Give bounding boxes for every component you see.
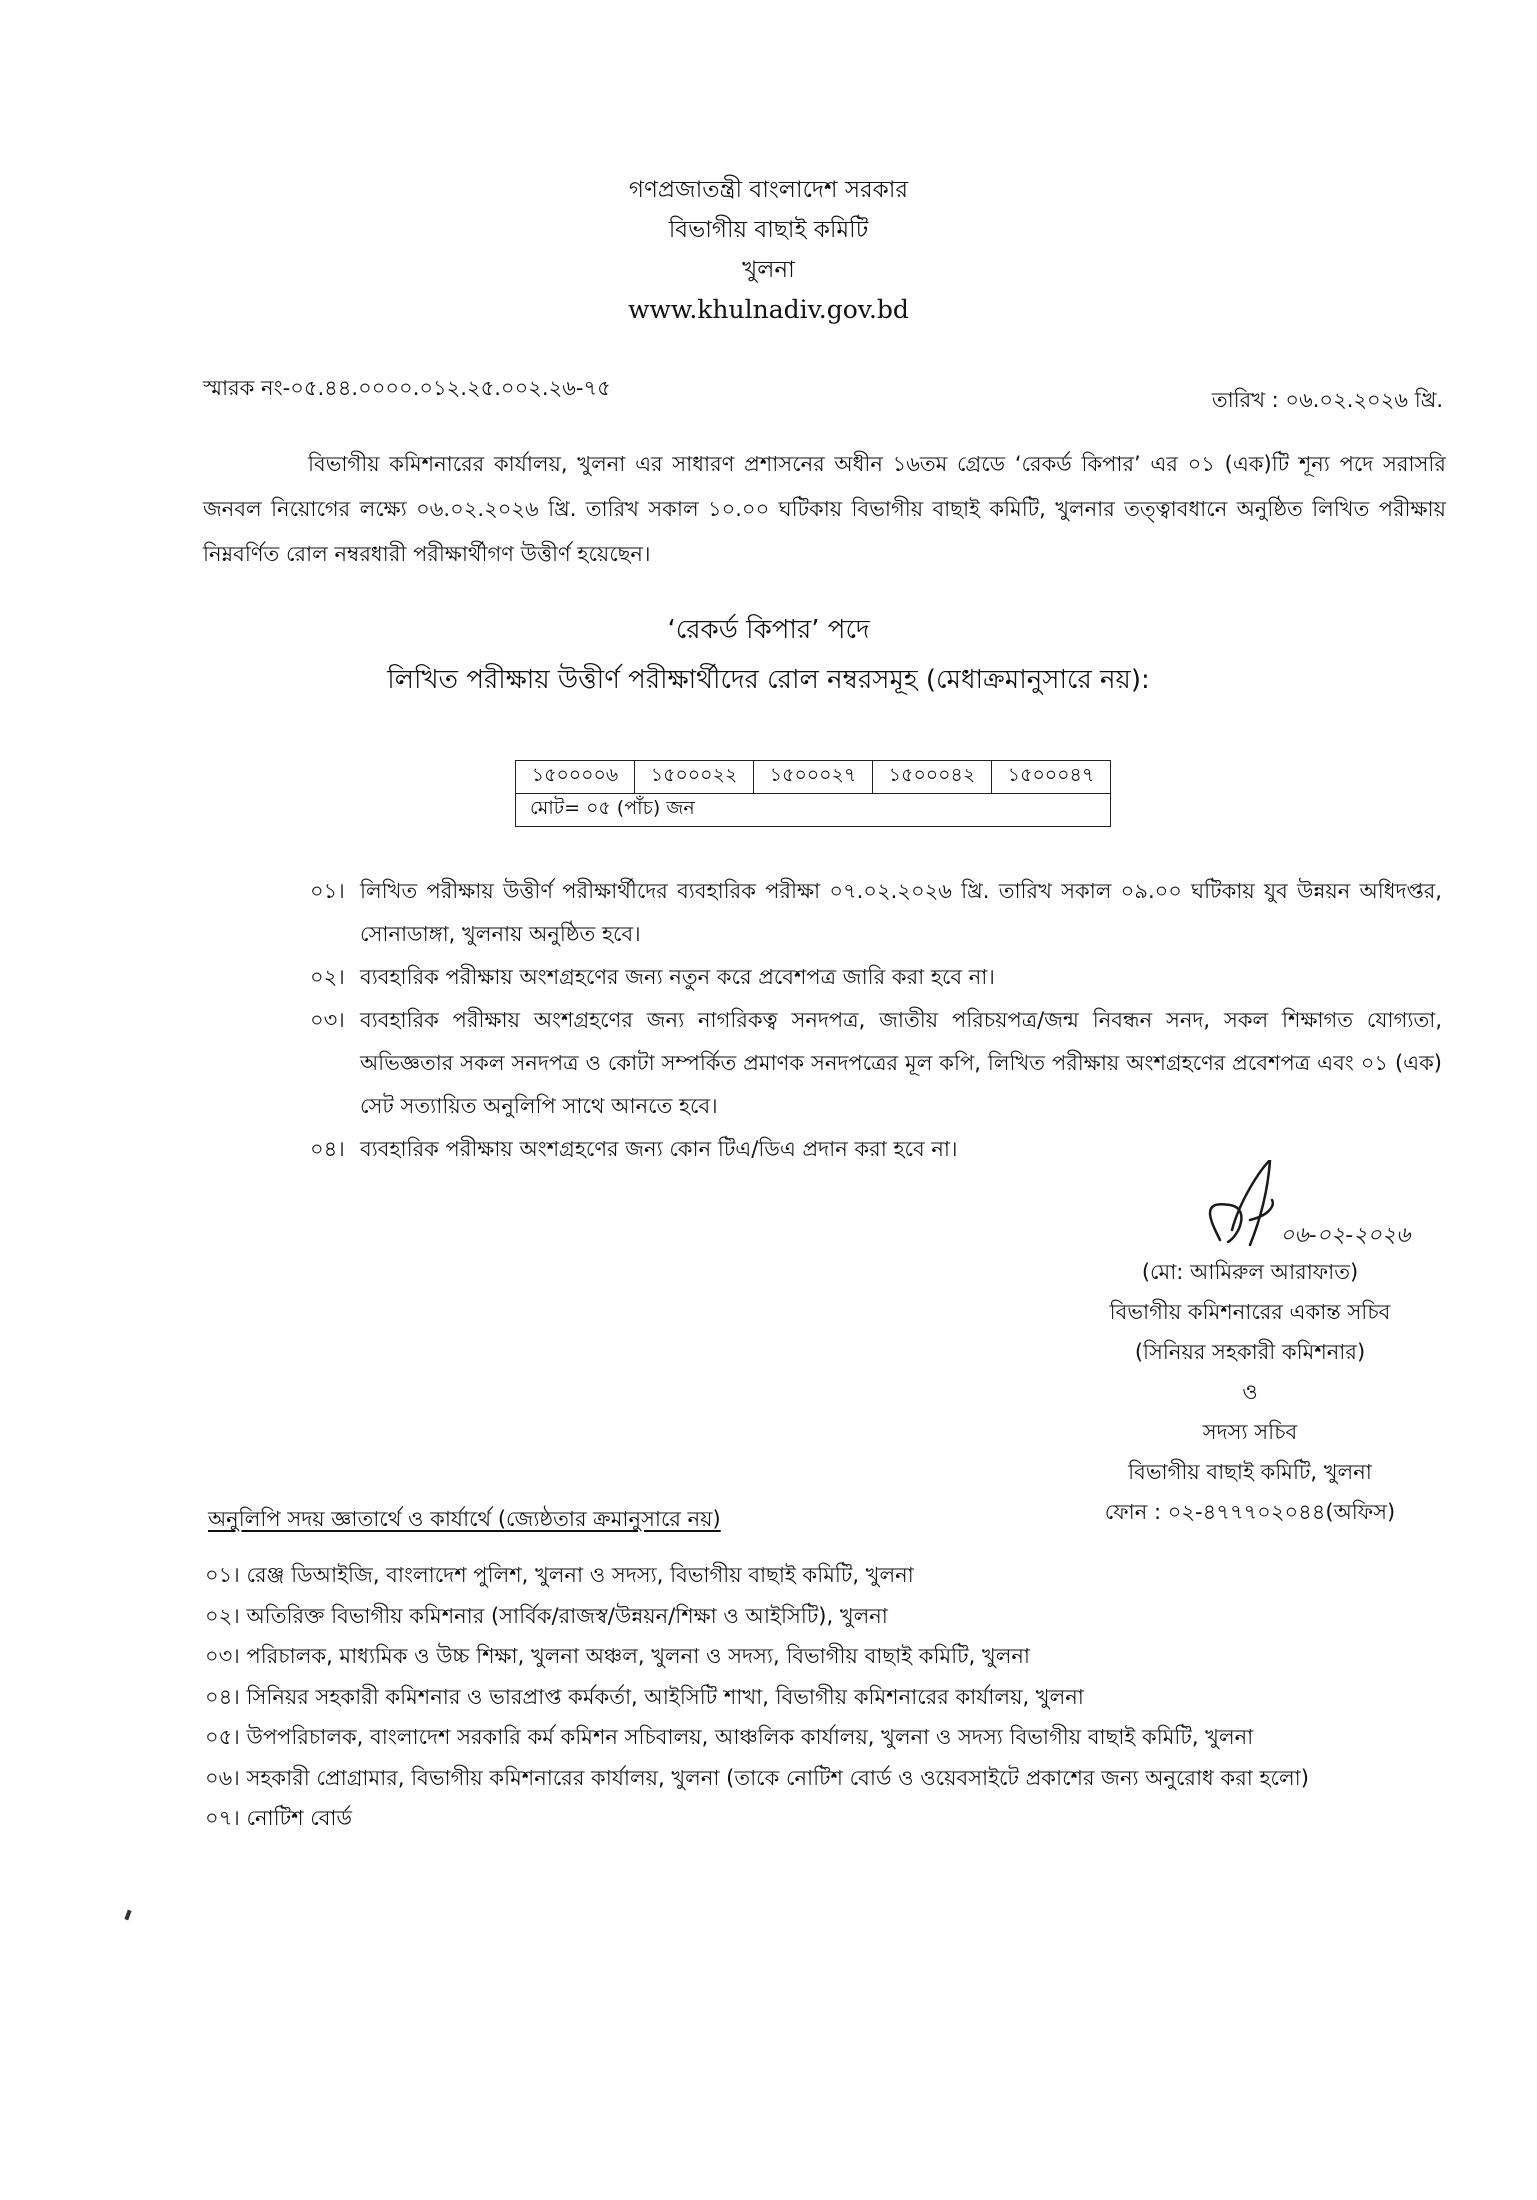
signatory-conjunction: ও <box>1242 1380 1258 1404</box>
signatory-rank: (সিনিয়র সহকারী কমিশনার) <box>1134 1340 1366 1364</box>
instruction-number: ০১। <box>310 879 345 903</box>
roll-cell: ১৫০০০৪৭ <box>992 761 1111 794</box>
handwritten-date: ০৬-০২-২০২৬ <box>1280 1223 1411 1248</box>
instruction-text: ব্যবহারিক পরীক্ষায় অংশগ্রহণের জন্য কোন টিএ/ডিএ প্রদান করা হবে না। <box>360 1137 958 1161</box>
roll-row <box>516 761 1111 794</box>
copy-to-item: ০২। অতিরিক্ত বিভাগীয় কমিশনার (সার্বিক/রাজস্ব/উন্নয়ন/শিক্ষা ও আইসিটি), খুলনা <box>205 1603 888 1628</box>
roll-cell: ১৫০০০০৬ <box>516 761 635 794</box>
copy-to-item: ০৩। পরিচালক, মাধ্যমিক ও উচ্চ শিক্ষা, খুলনা অঞ্চল, খুলনা ও সদস্য, বিভাগীয় বাছাই কমিটি, খুলনা <box>205 1644 1030 1668</box>
instruction-text: ব্যবহারিক পরীক্ষায় অংশগ্রহণের জন্য নাগরিকত্ব সনদপত্র, জাতীয় পরিচয়পত্র/জন্ম নিবন্ধন সনদ, সকল শিক্ষাগত যোগ্যতা, অভিজ্ঞতার সকল সনদপত্র ও কোটা সম্পর্কিত প্রমাণক সনদপত্রের মূল কপি, লিখিত পরীক্ষায় অংশগ্রহণের প্রবেশপত্র এবং ০১ (এক) সেট সত্যায়িত অনুলিপি সাথে আনতে হবে। <box>360 1008 1442 1118</box>
roll-cell: ১৫০০০২৭ <box>754 761 873 794</box>
signatory-designation: বিভাগীয় কমিশনারের একান্ত সচিব <box>1109 1300 1391 1324</box>
copy-to-title: অনুলিপি সদয় জ্ঞাতার্থে ও কার্যার্থে (জ্যেষ্ঠতার ক্রমানুসারে নয়) <box>208 1507 721 1531</box>
roll-number-table <box>515 760 1111 827</box>
instruction-item <box>310 956 1442 999</box>
copy-to-item: ০১। রেঞ্জ ডিআইজি, বাংলাদেশ পুলিশ, খুলনা ও সদস্য, বিভাগীয় বাছাই কমিটি, খুলনা <box>205 1563 914 1587</box>
instruction-text: লিখিত পরীক্ষায় উত্তীর্ণ পরীক্ষার্থীদের ব্যবহারিক পরীক্ষা ০৭.০২.২০২৬ খ্রি. তারিখ সকাল ০৯.০০ ঘটিকায় যুব উন্নয়ন অধিদপ্তর, সোনাডাঙ্গা, খুলনায় অনুষ্ঠিত হবে। <box>360 879 1442 946</box>
division-name: খুলনা <box>742 257 795 283</box>
instruction-number: ০৪। <box>310 1137 345 1161</box>
stray-ink-mark <box>124 1910 131 1921</box>
copy-to-item: ০৫। উপপরিচালক, বাংলাদেশ সরকারি কর্ম কমিশন সচিবালয়, আঞ্চলিক কার্যালয়, খুলনা ও সদস্য বিভাগীয় বাছাই কমিটি, খুলনা <box>205 1725 1254 1749</box>
instruction-list <box>310 870 1442 1171</box>
post-title: ‘রেকর্ড কিপার’ পদে <box>667 615 870 645</box>
copy-to-item: ০৪। সিনিয়র সহকারী কমিশনার ও ভারপ্রাপ্ত কর্মকর্তা, আইসিটি শাখা, বিভাগীয় কমিশনারের কার্যালয়, খুলনা <box>205 1684 1084 1709</box>
memo-number: স্মারক নং-০৫.৪৪.০০০০.০১২.২৫.০০২.২৬-৭৫ <box>203 376 611 400</box>
result-title <box>0 605 1537 705</box>
committee-label: বিভাগীয় বাছাই কমিটি, খুলনা <box>1128 1460 1372 1484</box>
government-name: গণপ্রজাতন্ত্রী বাংলাদেশ সরকার <box>628 177 909 203</box>
handwritten-signature <box>1180 1160 1420 1260</box>
website-url: www.khulnadiv.gov.bd <box>628 295 909 324</box>
signatory-name: (মো: আমিরুল আরাফাত) <box>1141 1260 1359 1284</box>
memo-line <box>203 372 1443 412</box>
result-heading: লিখিত পরীক্ষায় উত্তীর্ণ পরীক্ষার্থীদের রোল নম্বরসমূহ (মেধাক্রমানুসারে নয়): <box>387 665 1150 695</box>
roll-cell: ১৫০০০৪২ <box>873 761 992 794</box>
member-secretary: সদস্য সচিব <box>1202 1420 1298 1444</box>
copy-to-item: ০৭। নোটিশ বোর্ড <box>205 1806 352 1830</box>
instruction-number: ০৩। <box>310 1008 345 1032</box>
signatory-block <box>1040 1252 1460 1532</box>
instruction-item <box>310 999 1442 1128</box>
committee-name: বিভাগীয় বাছাই কমিটি <box>668 217 869 243</box>
total-row <box>516 794 1111 827</box>
letterhead <box>0 170 1537 330</box>
instruction-item <box>310 870 1442 956</box>
memo-date: তারিখ : ০৬.০২.২০২৬ খ্রি. <box>1211 388 1443 412</box>
copy-to-item: ০৬। সহকারী প্রোগ্রামার, বিভাগীয় কমিশনারের কার্যালয়, খুলনা (তাকে নোটিশ বোর্ড ও ওয়েবসাইটে প্রকাশের জন্য অনুরোধ করা হলো) <box>205 1765 1309 1790</box>
total-cell: মোট= ০৫ (পাঁচ) জন <box>516 794 1111 827</box>
instruction-number: ০২। <box>310 965 345 989</box>
phone-number: ফোন : ০২-৪৭৭৭০২০৪৪(অফিস) <box>1104 1500 1396 1524</box>
roll-cell: ১৫০০০২২ <box>635 761 754 794</box>
intro-paragraph: বিভাগীয় কমিশনারের কার্যালয়, খুলনা এর সাধারণ প্রশাসনের অধীন ১৬তম গ্রেডে ‘রেকর্ড কিপার’ এর ০১ (এক)টি শূন্য পদে সরাসরি জনবল নিয়োগের লক্ষ্যে ০৬.০২.২০২৬ খ্রি. তারিখ সকাল ১০.০০ ঘটিকায় বিভাগীয় বাছাই কমিটি, খুলনার তত্ত্বাবধানে অনুষ্ঠিত লিখিত পরীক্ষায় নিম্নবর্ণিত রোল নম্বরধারী পরীক্ষার্থীগণ উত্তীর্ণ হয়েছেন। <box>203 452 1446 566</box>
instruction-text: ব্যবহারিক পরীক্ষায় অংশগ্রহণের জন্য নতুন করে প্রবেশপত্র জারি করা হবে না। <box>360 965 995 989</box>
copy-to-list <box>205 1555 1450 1839</box>
